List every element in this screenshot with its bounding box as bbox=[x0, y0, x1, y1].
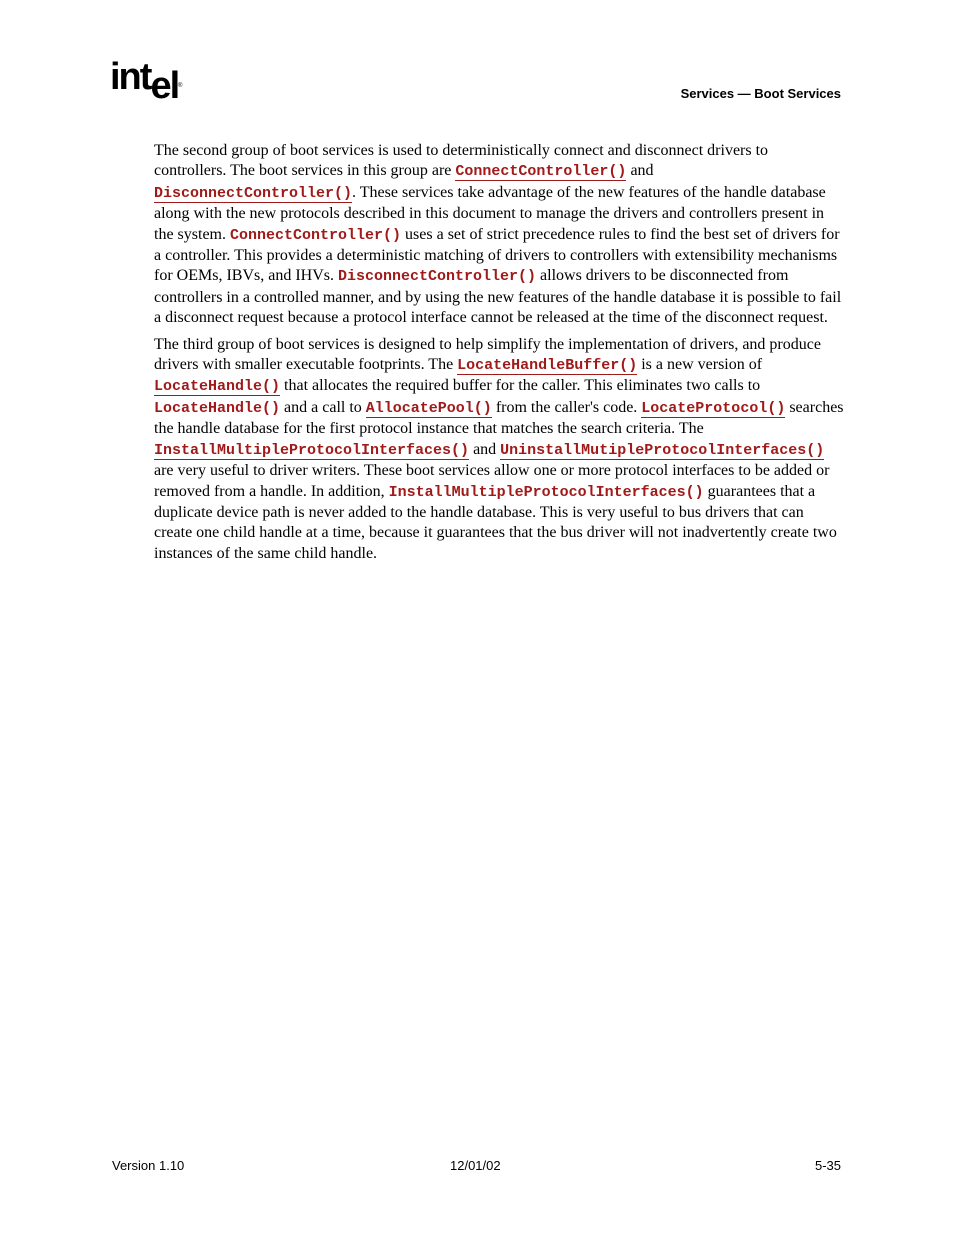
body-text: is a new version of bbox=[637, 356, 763, 374]
body-text: that allocates the required buffer for the caller. This eliminates two calls to bbox=[280, 377, 761, 395]
code-reference-link[interactable]: UninstallMutipleProtocolInterfaces() bbox=[500, 441, 825, 459]
logo-registered-mark: ® bbox=[178, 83, 183, 89]
code-reference-link[interactable]: AllocatePool() bbox=[365, 399, 492, 417]
body-text: uses a set of strict precedence rules to find the best set of drivers for a controller. This provides a deterministic matching of drivers to controllers with extensibility mechanisms for OEMs, IBVs, and IHVs. bbox=[154, 225, 840, 285]
code-reference-link[interactable]: LocateHandle() bbox=[154, 378, 281, 396]
code-reference-link[interactable]: DisconnectController() bbox=[154, 184, 353, 202]
code-reference-link[interactable]: ConnectController() bbox=[455, 163, 627, 181]
body-text: are very useful to driver writers. These boot services allow one or more protocol interfaces to be added or removed from a handle. In addition, bbox=[154, 462, 830, 500]
footer-page-number: 5-35 bbox=[814, 1158, 841, 1173]
body-text: and a call to bbox=[280, 398, 366, 416]
code-reference: ConnectController() bbox=[230, 226, 402, 244]
footer-version: Version 1.10 bbox=[112, 1158, 185, 1173]
logo-text-int: int bbox=[110, 56, 151, 98]
page-header-title: Services — Boot Services bbox=[680, 86, 841, 101]
body-text: searches the handle database for the first protocol instance that matches the search criteria. The bbox=[154, 398, 844, 438]
code-reference: LocateHandle() bbox=[154, 399, 281, 417]
code-reference-link[interactable]: LocateProtocol() bbox=[641, 399, 786, 417]
logo-text-el: el bbox=[150, 65, 179, 107]
body-text: from the caller's code. bbox=[491, 398, 642, 416]
code-reference-link[interactable]: LocateHandleBuffer() bbox=[457, 357, 638, 375]
code-reference: InstallMultipleProtocolInterfaces() bbox=[388, 483, 704, 501]
body-text: The third group of boot services is designed to help simplify the implementation of drivers, and produce drivers with smaller executable footprints. The bbox=[154, 335, 821, 374]
paragraph-1 bbox=[154, 141, 844, 329]
body-text: The second group of boot services is used to deterministically connect and disconnect drivers to controllers. The boot services in this group are bbox=[154, 142, 769, 180]
code-reference-link[interactable]: InstallMultipleProtocolInterfaces() bbox=[154, 441, 470, 459]
body-content bbox=[154, 141, 844, 570]
intel-logo bbox=[110, 56, 183, 107]
body-text: guarantees that a duplicate device path is never added to the handle database. This is very useful to bus drivers that can create one child handle at a time, because it guarantees that the bus driver will not inadvertently create two instances of the same child handle. bbox=[154, 482, 837, 562]
body-text: and bbox=[469, 440, 501, 458]
body-text: and bbox=[626, 162, 654, 180]
body-text: . These services take advantage of the new features of the handle database along with the new protocols described in this document to manage the drivers and controllers present in the system. bbox=[154, 183, 826, 243]
paragraph-2 bbox=[154, 335, 844, 564]
footer-date: 12/01/02 bbox=[450, 1158, 501, 1173]
body-text: allows drivers to be disconnected from controllers in a controlled manner, and by using the new features of the handle database it is possible to fail a disconnect request because a protocol interface cannot be released at the time of the disconnect request. bbox=[154, 267, 842, 327]
code-reference: DisconnectController() bbox=[337, 268, 537, 286]
